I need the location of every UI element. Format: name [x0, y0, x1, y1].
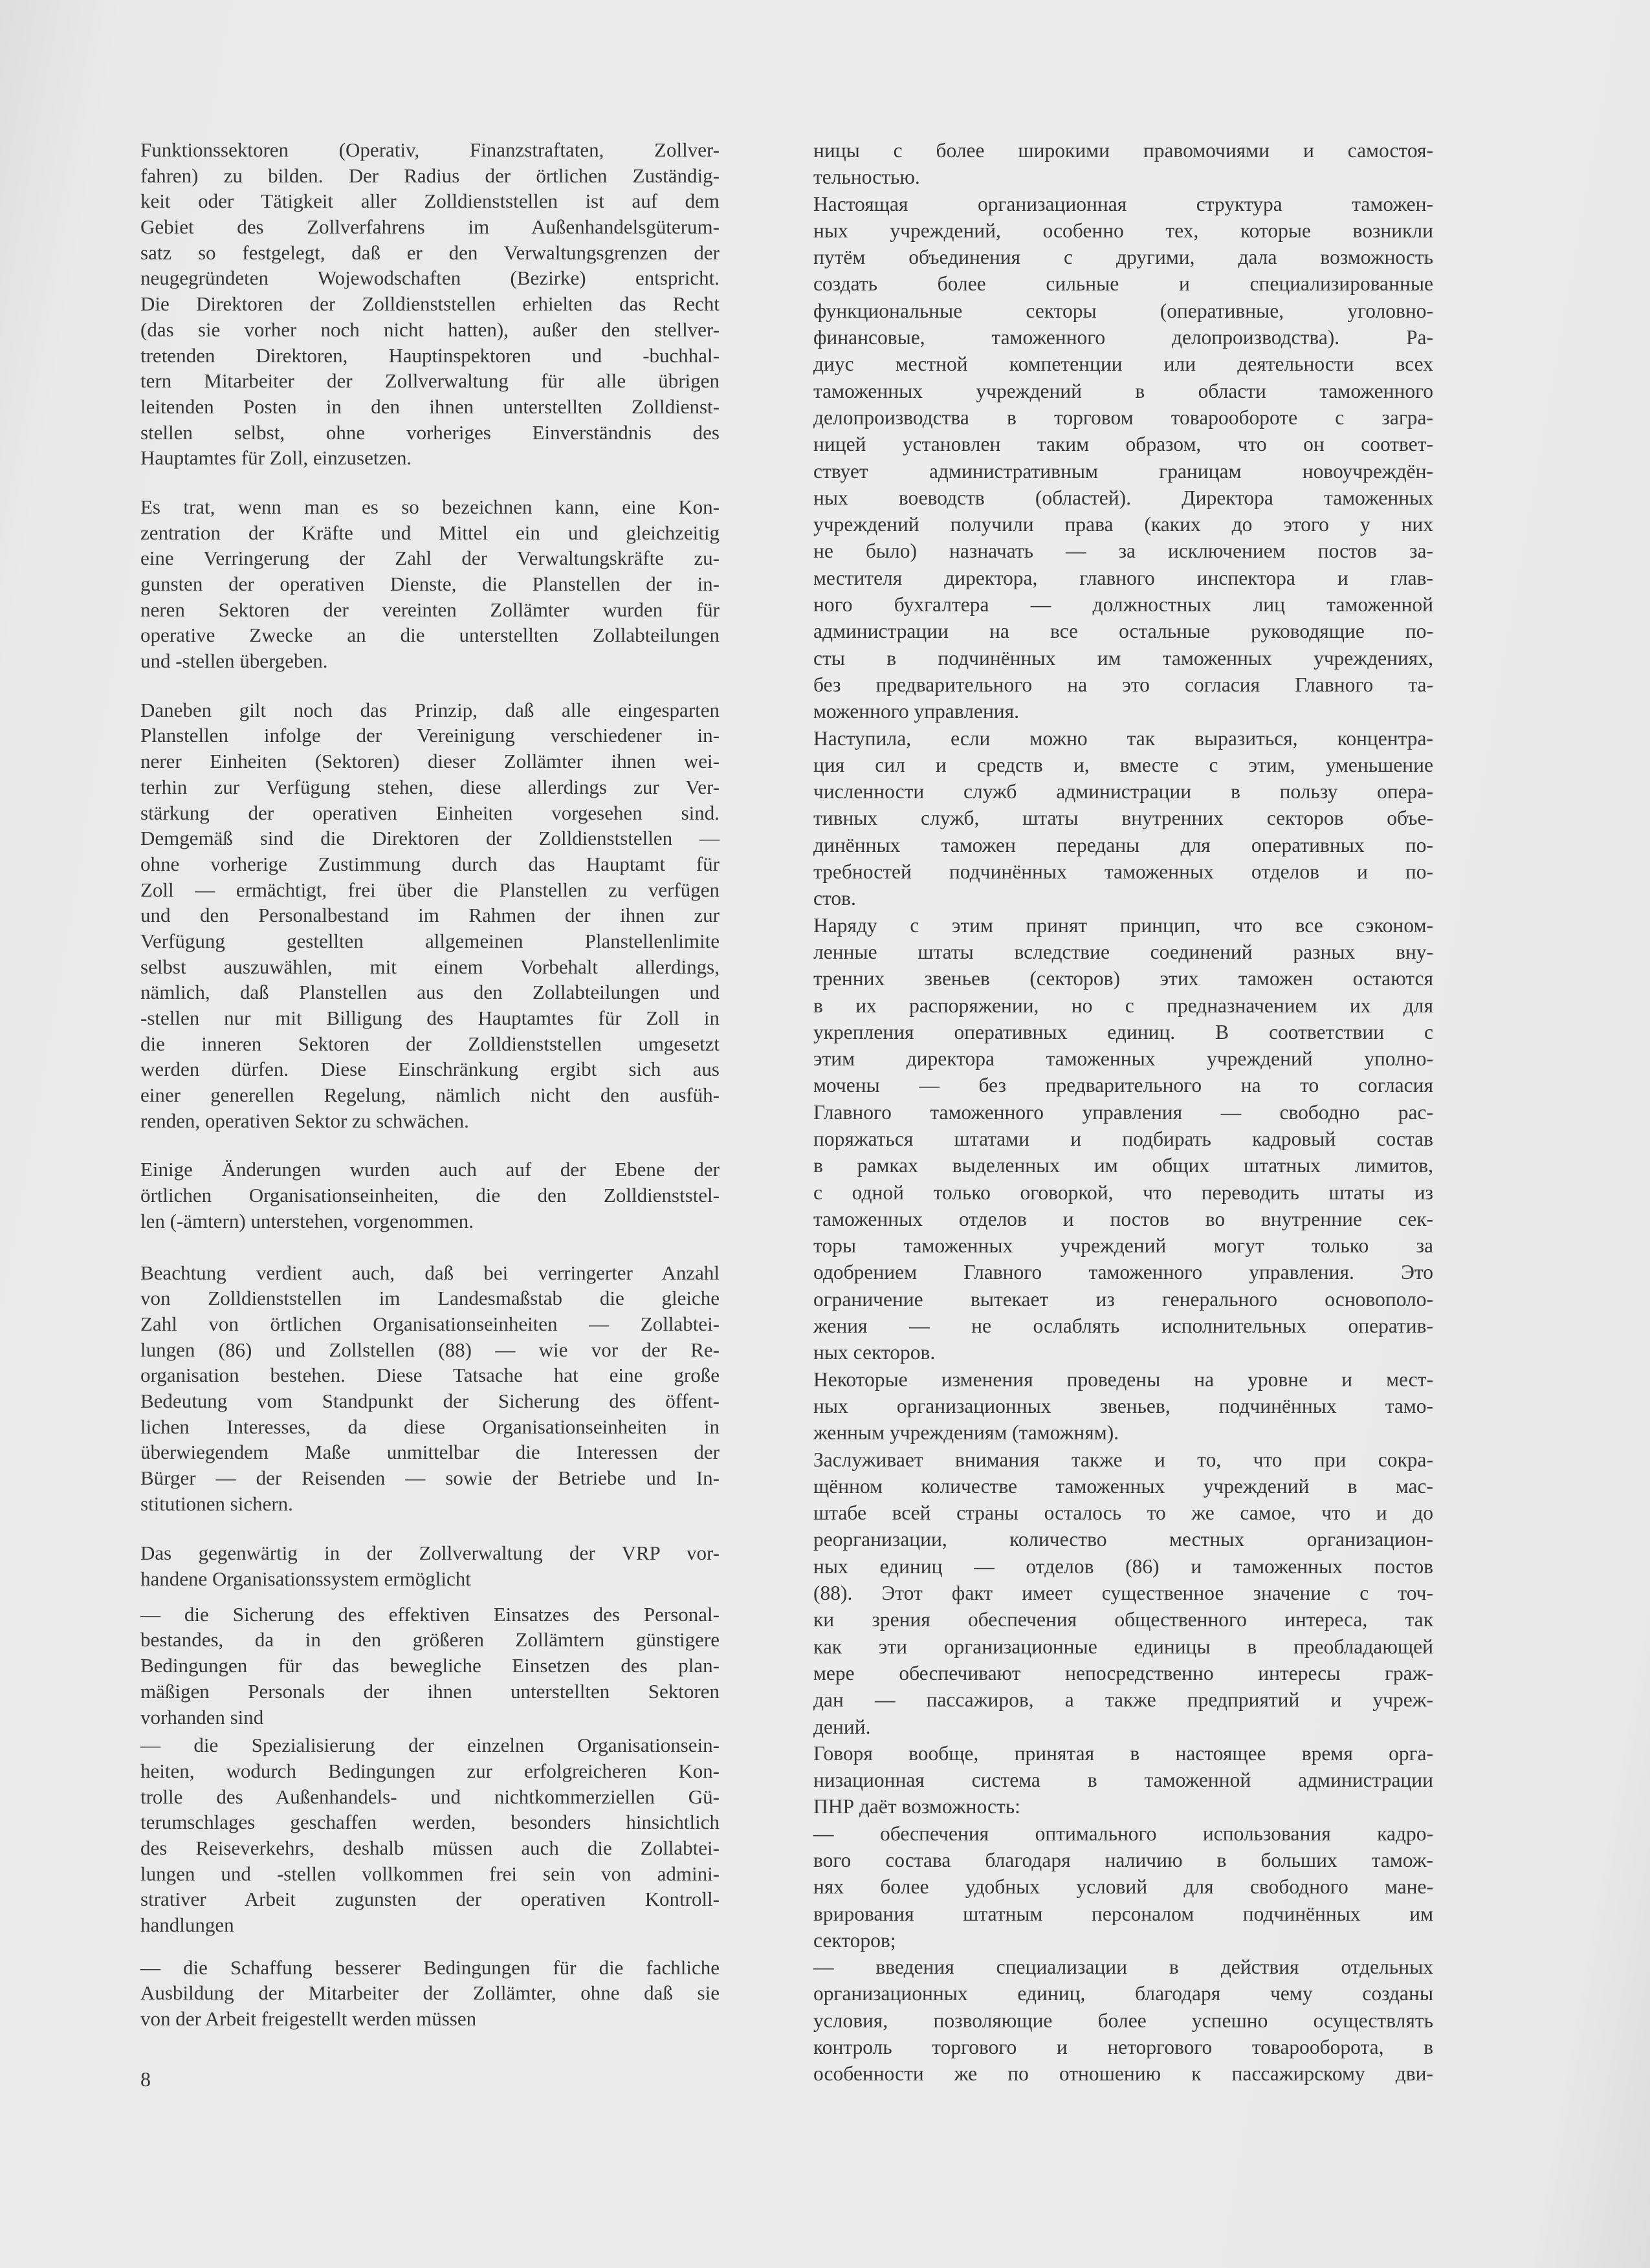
text-line: ПНР даёт возможность:: [813, 1795, 1020, 1818]
text-line: ция сил и средств и, вместе с этим, уменьшение: [813, 753, 1433, 776]
text-line: Говоря вообще, принятая в настоящее время орга-: [813, 1741, 1433, 1765]
text-line: handlungen: [140, 1914, 234, 1936]
paragraph: [813, 725, 1433, 912]
paragraph: [140, 1732, 720, 1938]
paragraph: [140, 494, 720, 674]
paragraph: [813, 137, 1433, 191]
text-line: Demgemäß sind die Direktoren der Zolldienststellen —: [140, 827, 720, 850]
text-line: (das sie vorher noch nicht hatten), außer den stellver-: [140, 318, 720, 341]
text-line: тренних звеньев (секторов) этих таможен остаются: [813, 967, 1433, 990]
paragraph: [140, 1157, 720, 1234]
text-line: renden, operativen Sektor zu schwächen.: [140, 1109, 469, 1132]
text-line: lungen und -stellen vollkommen frei sein von admini-: [140, 1862, 720, 1885]
text-line: von Zolldienststellen im Landesmaßstab die gleiche: [140, 1287, 720, 1310]
text-line: lungen (86) und Zollstellen (88) — wie vor der Re-: [140, 1338, 720, 1361]
text-line: neren Sektoren der vereinten Zollämter wurden für: [140, 598, 720, 621]
text-line: satz so festgelegt, daß er den Verwaltungsgrenzen der: [140, 241, 720, 264]
paragraph: [813, 912, 1433, 1366]
text-line: путём объединения с другими, дала возможность: [813, 246, 1433, 269]
text-line: Verfügung gestellten allgemeinen Planstellenlimite: [140, 929, 720, 952]
text-line: моженного управления.: [813, 700, 1020, 723]
paragraph: [140, 1955, 720, 2032]
text-line: len (-ämtern) unterstehen, vorgenommen.: [140, 1209, 474, 1232]
text-line: heiten, wodurch Bedingungen zur erfolgreicheren Kon-: [140, 1759, 720, 1782]
text-line: werden dürfen. Diese Einschränkung ergibt sich aus: [140, 1058, 720, 1081]
text-line: Bedeutung vom Standpunkt der Sicherung des öffent-: [140, 1389, 720, 1412]
paragraph: [813, 1954, 1433, 2087]
text-line: — die Schaffung besserer Bedingungen für die fachliche: [140, 1956, 720, 1979]
text-line: strativer Arbeit zugunsten der operativen Kontroll-: [140, 1888, 720, 1911]
text-line: nämlich, daß Planstellen aus den Zollabteilungen und: [140, 981, 720, 1004]
text-line: этим директора таможенных учреждений уполно-: [813, 1047, 1433, 1071]
text-line: требностей подчинённых таможенных отделов и по-: [813, 860, 1433, 884]
text-line: секторов;: [813, 1928, 896, 1952]
paragraph: [140, 697, 720, 1134]
text-line: вого состава благодаря наличию в больших тамож-: [813, 1849, 1433, 1871]
paragraph: [813, 191, 1433, 725]
text-line: Заслуживает внимания также и то, что при сокра-: [813, 1448, 1433, 1471]
text-line: учреждений получили права (каких до этого у них: [813, 513, 1433, 536]
text-line: диус местной компетенции или деятельности всех: [813, 353, 1433, 376]
text-line: Planstellen infolge der Vereinigung verschiedener in-: [140, 724, 720, 747]
text-line: nerer Einheiten (Sektoren) dieser Zollämter ihnen wei-: [140, 750, 720, 773]
text-line: keit oder Tätigkeit aller Zolldienststellen ist auf dem: [140, 190, 720, 213]
text-line: Настоящая организационная структура таможен-: [813, 192, 1433, 215]
paragraph: [813, 1446, 1433, 1740]
text-line: штабе всей страны осталось то же самое, что и до: [813, 1501, 1433, 1525]
text-line: Наступила, если можно так выразиться, концентра-: [813, 726, 1433, 750]
paragraph: [813, 1740, 1433, 1820]
text-line: Hauptamtes für Zoll, einzusetzen.: [140, 446, 412, 470]
paragraph: [813, 1820, 1433, 1954]
text-line: des Reiseverkehrs, deshalb müssen auch die Zollabtei-: [140, 1836, 720, 1859]
text-line: ки зрения обеспечения общественного интереса, так: [813, 1608, 1433, 1631]
text-line: stellen selbst, ohne vorheriges Einverständnis des: [140, 420, 720, 444]
text-line: ohne vorherige Zustimmung durch das Hauptamt für: [140, 852, 720, 875]
text-line: одобрением Главного таможенного управления. Это: [813, 1261, 1433, 1284]
text-line: überwiegendem Maße unmittelbar die Interessen der: [140, 1441, 720, 1464]
text-line: trolle des Außenhandels- und nichtkommerziellen Gü-: [140, 1785, 720, 1808]
text-line: администрации на все остальные руководящие по-: [813, 620, 1433, 643]
text-line: стов.: [813, 887, 856, 910]
text-line: таможенных учреждений в области таможенного: [813, 379, 1433, 402]
text-line: с одной только оговоркой, что переводить штаты из: [813, 1181, 1433, 1204]
text-line: vorhanden sind: [140, 1705, 264, 1728]
paragraph: [140, 137, 720, 471]
text-line: fahren) zu bilden. Der Radius der örtlichen Zuständig-: [140, 164, 720, 187]
text-line: жения — не ослаблять исполнительных оператив-: [813, 1314, 1433, 1338]
text-line: Некоторые изменения проведены на уровне и мест-: [813, 1368, 1433, 1391]
text-line: тивных служб, штаты внутренних секторов объе-: [813, 807, 1433, 830]
text-line: ного бухгалтера — должностных лиц таможенной: [813, 593, 1433, 616]
text-line: und den Personalbestand im Rahmen der ihnen zur: [140, 904, 720, 927]
text-line: Ausbildung der Mitarbeiter der Zollämter, ohne daß sie: [140, 1981, 720, 2005]
text-line: тельностью.: [813, 166, 920, 189]
text-line: stitutionen sichern.: [140, 1492, 293, 1515]
text-line: делопроизводства в торговом товарообороте с загра-: [813, 406, 1433, 429]
text-line: Es trat, wenn man es so bezeichnen kann, eine Kon-: [140, 495, 720, 518]
text-line: Das gegenwärtig in der Zollverwaltung der VRP vor-: [140, 1542, 720, 1565]
text-line: мере обеспечивают непосредственно интересы граж-: [813, 1661, 1433, 1685]
text-line: без предварительного на это согласия Главного та-: [813, 673, 1433, 696]
text-line: низационная система в таможенной администрации: [813, 1769, 1433, 1792]
text-line: selbst auszuwählen, mit einem Vorbehalt allerdings,: [140, 955, 720, 978]
text-line: Funktionssektoren (Operativ, Finanzstraftaten, Zollver-: [140, 138, 720, 161]
russian-text-column: [813, 137, 1433, 2088]
text-line: — введения специализации в действия отдельных: [813, 1956, 1433, 1979]
text-line: ствует административным границам новоучреждён-: [813, 459, 1433, 483]
text-line: — die Spezialisierung der einzelnen Organisationsein-: [140, 1734, 720, 1757]
paragraph: [140, 1540, 720, 1591]
text-line: не было) назначать — за исключением постов за-: [813, 540, 1433, 563]
text-line: ных воеводств (областей). Директора таможенных: [813, 486, 1433, 509]
text-line: -stellen nur mit Billigung des Hauptamtes für Zoll in: [140, 1007, 720, 1029]
page-number: 8: [140, 2067, 151, 2091]
text-line: торы таможенных учреждений могут только за: [813, 1234, 1433, 1258]
text-line: leitenden Posten in den ihnen unterstellten Zolldienst-: [140, 395, 720, 418]
text-line: neugegründeten Wojewodschaften (Bezirke) entspricht.: [140, 267, 720, 290]
text-line: zentration der Kräfte und Mittel ein und gleichzeitig: [140, 521, 720, 544]
paragraph: [813, 1366, 1433, 1446]
text-line: — die Sicherung des effektiven Einsatzes des Personal-: [140, 1602, 720, 1626]
text-line: gunsten der operativen Dienste, die Planstellen der in-: [140, 572, 720, 595]
text-line: условия, позволяющие более успешно осуществлять: [813, 2009, 1433, 2032]
text-line: Gebiet des Zollverfahrens im Außenhandelsgüterum-: [140, 215, 720, 239]
text-line: ницы с более широкими правомочиями и самостоя-: [813, 139, 1433, 162]
text-line: щённом количестве таможенных учреждений в мас-: [813, 1474, 1433, 1498]
text-line: особенности же по отношению к пассажирскому дви-: [813, 2062, 1433, 2086]
text-line: нях более удобных условий для свободного мане-: [813, 1875, 1433, 1899]
text-line: Bürger — der Reisenden — sowie der Betriebe und In-: [140, 1467, 720, 1489]
text-line: сты в подчинённых им таможенных учреждениях,: [813, 646, 1433, 670]
text-line: Zahl von örtlichen Organisationseinheiten — Zollabtei-: [140, 1312, 720, 1335]
text-line: eine Verringerung der Zahl der Verwaltungskräfte zu-: [140, 547, 720, 570]
text-line: örtlichen Organisationseinheiten, die den Zolldienststel-: [140, 1184, 720, 1207]
text-line: terhin zur Verfügung stehen, diese allerdings zur Ver-: [140, 775, 720, 798]
text-line: Daneben gilt noch das Prinzip, daß alle eingesparten: [140, 698, 720, 721]
text-line: местителя директора, главного инспектора и глав-: [813, 566, 1433, 589]
text-line: таможенных отделов и постов во внутренние сек-: [813, 1207, 1433, 1230]
text-line: bestandes, da in den größeren Zollämtern günstigere: [140, 1628, 720, 1652]
text-line: ных организационных звеньев, подчинённых тамо-: [813, 1394, 1433, 1417]
text-line: — обеспечения оптимального использования кадро-: [813, 1822, 1433, 1845]
text-line: stärkung der operativen Einheiten vorgesehen sind.: [140, 801, 720, 824]
text-line: организационных единиц, благодаря чему созданы: [813, 1982, 1433, 2005]
text-line: создать более сильные и специализированные: [813, 272, 1433, 296]
text-line: tern Mitarbeiter der Zollverwaltung für alle übrigen: [140, 369, 720, 393]
text-line: финансовые, таможенного делопроизводства). Ра-: [813, 326, 1433, 349]
text-line: мочены — без предварительного на то согласия: [813, 1074, 1433, 1097]
text-line: lichen Interesses, da diese Organisationseinheiten in: [140, 1415, 720, 1438]
text-line: ных учреждений, особенно тех, которые возникли: [813, 219, 1433, 242]
text-line: ных секторов.: [813, 1341, 936, 1364]
text-line: die inneren Sektoren der Zolldienststellen umgesetzt: [140, 1032, 720, 1055]
text-line: ограничение вытекает из генерального основополо-: [813, 1287, 1433, 1311]
text-line: Einige Änderungen wurden auch auf der Ebene der: [140, 1158, 720, 1181]
text-line: дений.: [813, 1715, 871, 1738]
text-line: в рамках выделенных им общих штатных лимитов,: [813, 1154, 1433, 1177]
text-line: функциональные секторы (оперативные, уголовно-: [813, 299, 1433, 322]
text-line: врирования штатным персоналом подчинённых им: [813, 1902, 1433, 1925]
text-line: как эти организационные единицы в преобладающей: [813, 1635, 1433, 1658]
text-line: tretenden Direktoren, Hauptinspektoren und -buchhal-: [140, 343, 720, 367]
text-line: реорганизации, количество местных организацион-: [813, 1528, 1433, 1551]
text-line: поряжаться штатами и подбирать кадровый состав: [813, 1127, 1433, 1150]
text-line: von der Arbeit freigestellt werden müssen: [140, 2007, 477, 2031]
german-text-column: [140, 137, 720, 2032]
text-line: в их распоряжении, но с предназначением их для: [813, 994, 1433, 1017]
text-line: organisation bestehen. Diese Tatsache hat eine große: [140, 1364, 720, 1387]
text-line: einer generellen Regelung, nämlich nicht den ausfüh-: [140, 1084, 720, 1107]
text-line: контроль торгового и неторгового товарооборота, в: [813, 2036, 1433, 2059]
text-line: Die Direktoren der Zolldienststellen erhielten das Recht: [140, 292, 720, 316]
text-line: und -stellen übergeben.: [140, 649, 328, 673]
text-line: численности служб администрации в пользу опера-: [813, 780, 1433, 803]
text-line: ницей установлен таким образом, что он соответ-: [813, 433, 1433, 456]
paragraph: [140, 1602, 720, 1730]
text-line: женным учреждениям (таможням).: [813, 1421, 1119, 1445]
text-line: operative Zwecke an die unterstellten Zollabteilungen: [140, 624, 720, 647]
text-line: Главного таможенного управления — свободно рас-: [813, 1100, 1433, 1124]
text-line: ленные штаты вследствие соединений разных вну-: [813, 940, 1433, 963]
text-line: ных единиц — отделов (86) и таможенных постов: [813, 1554, 1433, 1578]
text-line: mäßigen Personals der ihnen unterstellten Sektoren: [140, 1679, 720, 1703]
text-line: (88). Этот факт имеет существенное значение с точ-: [813, 1582, 1433, 1605]
paragraph: [140, 1260, 720, 1517]
text-line: terumschlages geschaffen werden, besonders hinsichtlich: [140, 1811, 720, 1834]
text-line: динённых таможен переданы для оперативных по-: [813, 833, 1433, 856]
text-line: Zoll — ermächtigt, frei über die Planstellen zu verfügen: [140, 878, 720, 901]
text-line: укрепления оперативных единиц. В соответствии с: [813, 1020, 1433, 1043]
text-line: Bedingungen für das bewegliche Einsetzen des plan-: [140, 1654, 720, 1677]
text-line: дан — пассажиров, а также предприятий и учреж-: [813, 1688, 1433, 1712]
text-line: Beachtung verdient auch, daß bei verringerter Anzahl: [140, 1261, 720, 1284]
text-line: Наряду с этим принят принцип, что все сэконом-: [813, 913, 1433, 937]
text-line: handene Organisationssystem ermöglicht: [140, 1567, 471, 1591]
